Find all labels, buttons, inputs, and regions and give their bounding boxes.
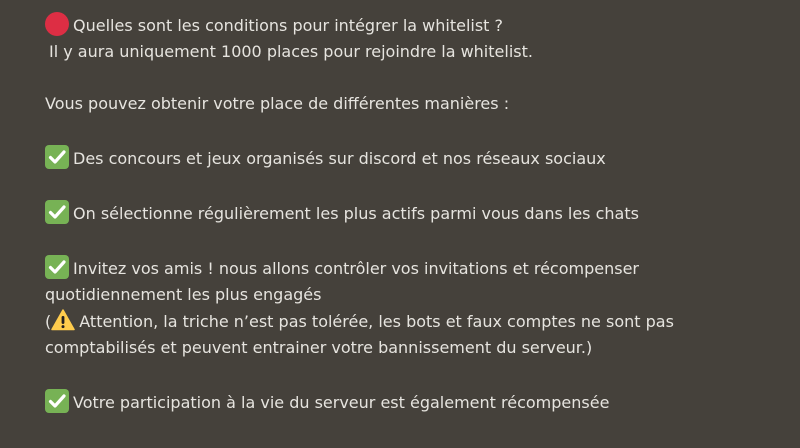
places-text: Il y aura uniquement 1000 places pour rejoindre la whitelist. bbox=[49, 42, 533, 61]
warning-note-continuation bbox=[45, 335, 800, 361]
warning-note bbox=[45, 308, 800, 335]
note-open-paren: ( bbox=[45, 312, 52, 331]
list-item-text: Invitez vos amis ! nous allons contrôler vos invitations et récompenser bbox=[73, 259, 639, 278]
list-item-continuation bbox=[45, 282, 800, 308]
list-item-text: On sélectionne régulièrement les plus actifs parmi vous dans les chats bbox=[73, 204, 639, 223]
check-mark-icon bbox=[45, 200, 69, 224]
list-item-text-cont: quotidiennement les plus engagés bbox=[45, 285, 322, 304]
check-mark-icon bbox=[45, 145, 69, 169]
intro-line bbox=[45, 91, 800, 117]
list-item bbox=[45, 145, 800, 172]
check-mark-icon bbox=[45, 255, 69, 279]
question-line bbox=[45, 12, 800, 39]
list-item bbox=[45, 200, 800, 227]
list-item bbox=[45, 389, 800, 416]
red-circle-icon bbox=[45, 12, 69, 36]
list-item-text: Votre participation à la vie du serveur est également récompensée bbox=[73, 393, 610, 412]
question-text: Quelles sont les conditions pour intégrer la whitelist ? bbox=[73, 16, 504, 35]
warning-note-text: Attention, la triche n’est pas tolérée, les bots et faux comptes ne sont pas bbox=[79, 312, 674, 331]
warning-note-text-cont: comptabilisés et peuvent entrainer votre bannissement du serveur.) bbox=[45, 338, 593, 357]
check-mark-icon bbox=[45, 389, 69, 413]
list-item bbox=[45, 255, 800, 282]
places-line bbox=[45, 39, 800, 65]
list-item-text: Des concours et jeux organisés sur discord et nos réseaux sociaux bbox=[73, 149, 606, 168]
intro-text: Vous pouvez obtenir votre place de différentes manières : bbox=[45, 94, 510, 113]
warning-icon bbox=[51, 308, 75, 332]
